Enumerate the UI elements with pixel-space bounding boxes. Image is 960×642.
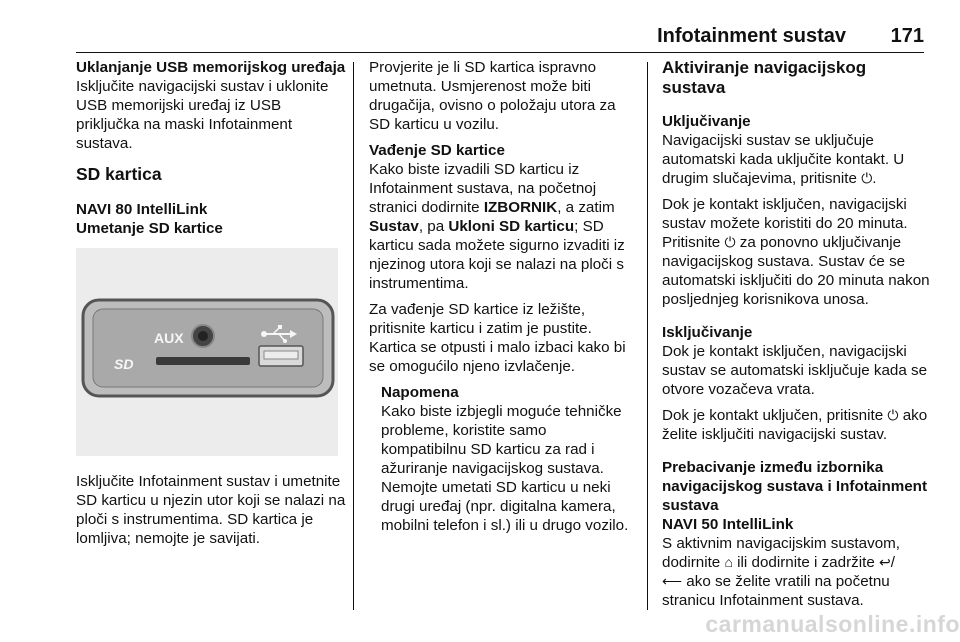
note-title: Napomena [381,384,459,401]
heading-navi50: NAVI 50 IntelliLink [662,516,794,533]
paragraph-power-off-2: Dok je kontakt uključen, pritisnite ⏻ ako želite isključiti navigacijski sustav. [662,407,928,443]
power-icon: ⏻ [861,170,873,186]
heading-usb-removal: Uklanjanje USB memorijskog uređaja [76,59,346,76]
home-icon: ⌂ [724,554,733,570]
paragraph-insert-sd: Isključite Infotainment sustav i umetnite SD karticu u njezin utor koji se nalazi na ploči s instrumentima. SD kartica je lomljiva; nemojte je savijati. [76,473,346,547]
heading-switch-menu: Prebacivanje između izbornika navigacijskog sustava i Infotainment sustava [662,459,928,514]
heading-insert-sd: Umetanje SD kartice [76,220,223,237]
back-icon: ↩ [879,554,891,570]
sd-slot-illustration [76,248,338,456]
heading-activate-navi: Aktiviranje navigacijskog sustava [662,58,867,97]
page-header [76,0,924,53]
paragraph-switch-menu: S aktivnim navigacijskim sustavom, dodirnite ⌂ ili dodirnite i zadržite ↩/ ⟵ ako se želite vratili na početnu stranicu Infotainment sustava. [662,535,901,609]
paragraph-power-on-2: Dok je kontakt isključen, navigacijski sustav možete koristiti do 20 minuta. Pritisnite ⏻ za ponovno uključivanje navigacijskog sustava. Sustav će se automatski isključiti do 20 minuta nakon posljednjeg korisnikova unosa. [662,196,930,308]
menu-izbornik: IZBORNIK [483,199,558,216]
column-divider-2 [647,62,648,610]
paragraph-power-on: Navigacijski sustav se uključuje automatski kada uključite kontakt. U drugim slučajevima, pritisnite ⏻. [662,132,905,187]
heading-remove-sd: Vađenje SD kartice [369,142,505,159]
heading-sd-card: SD kartica [76,164,162,184]
heading-power-off: Isključivanje [662,324,753,341]
power-icon: ⏻ [724,234,736,250]
paragraph-remove-sd: Kako biste izvadili SD karticu iz Infotainment sustava, na početnoj stranici dodirnite IZBORNIK, a zatim Sustav, pa Ukloni SD karticu; SD karticu sada možete sigurno izvaditi iz njezinog utora koji se nalazi na ploči s instrumentima. [369,161,625,292]
power-icon: ⏻ [887,407,899,423]
aux-label: AUX [154,330,184,346]
page-number: 171 [890,25,924,47]
paragraph-usb-removal: Isključite navigacijski sustav i uklonite USB memorijski uređaj iz USB priključka na maski Infotainment sustava. [76,78,329,152]
column-2 [369,58,635,535]
sd-card-slot [156,357,250,365]
column-3 [662,58,930,617]
note-text: Kako biste izbjegli moguće tehničke probleme, koristite samo kompatibilnu SD karticu za rad i ažuriranje navigacijskog sustava. Nemojte umetati SD karticu u neki drugi uređaj (npr. digitalna kamera, mobilni telefon i sl.) ili u drugo vozilo. [381,403,629,534]
watermark: carmanualsonline.info [705,611,960,637]
menu-sustav: Sustav [369,218,419,235]
note-block [369,383,635,535]
header-title: Infotainment sustav [657,25,846,47]
paragraph-remove-slot: Za vađenje SD kartice iz ležište, pritisnite karticu i zatim je pustite. Kartica se otpusti i malo izbaci kako bi se omogućilo njeno izvlačenje. [369,301,626,375]
menu-ukloni-sd: Ukloni SD karticu [448,218,575,235]
column-1 [76,58,346,555]
paragraph-check-sd: Provjerite je li SD kartica ispravno umetnuta. Usmjerenost može biti drugačija, ovisno o položaju utora za SD karticu u vozilu. [369,59,616,133]
column-divider-1 [353,62,354,610]
left-arrow-icon: ⟵ [662,573,683,589]
heading-navi80: NAVI 80 IntelliLink [76,201,208,218]
sd-logo: SD [114,356,134,372]
paragraph-power-off: Dok je kontakt isključen, navigacijski sustav se automatski isključuje kada se otvore vozačeva vrata. [662,343,928,398]
heading-power-on: Uključivanje [662,113,751,130]
